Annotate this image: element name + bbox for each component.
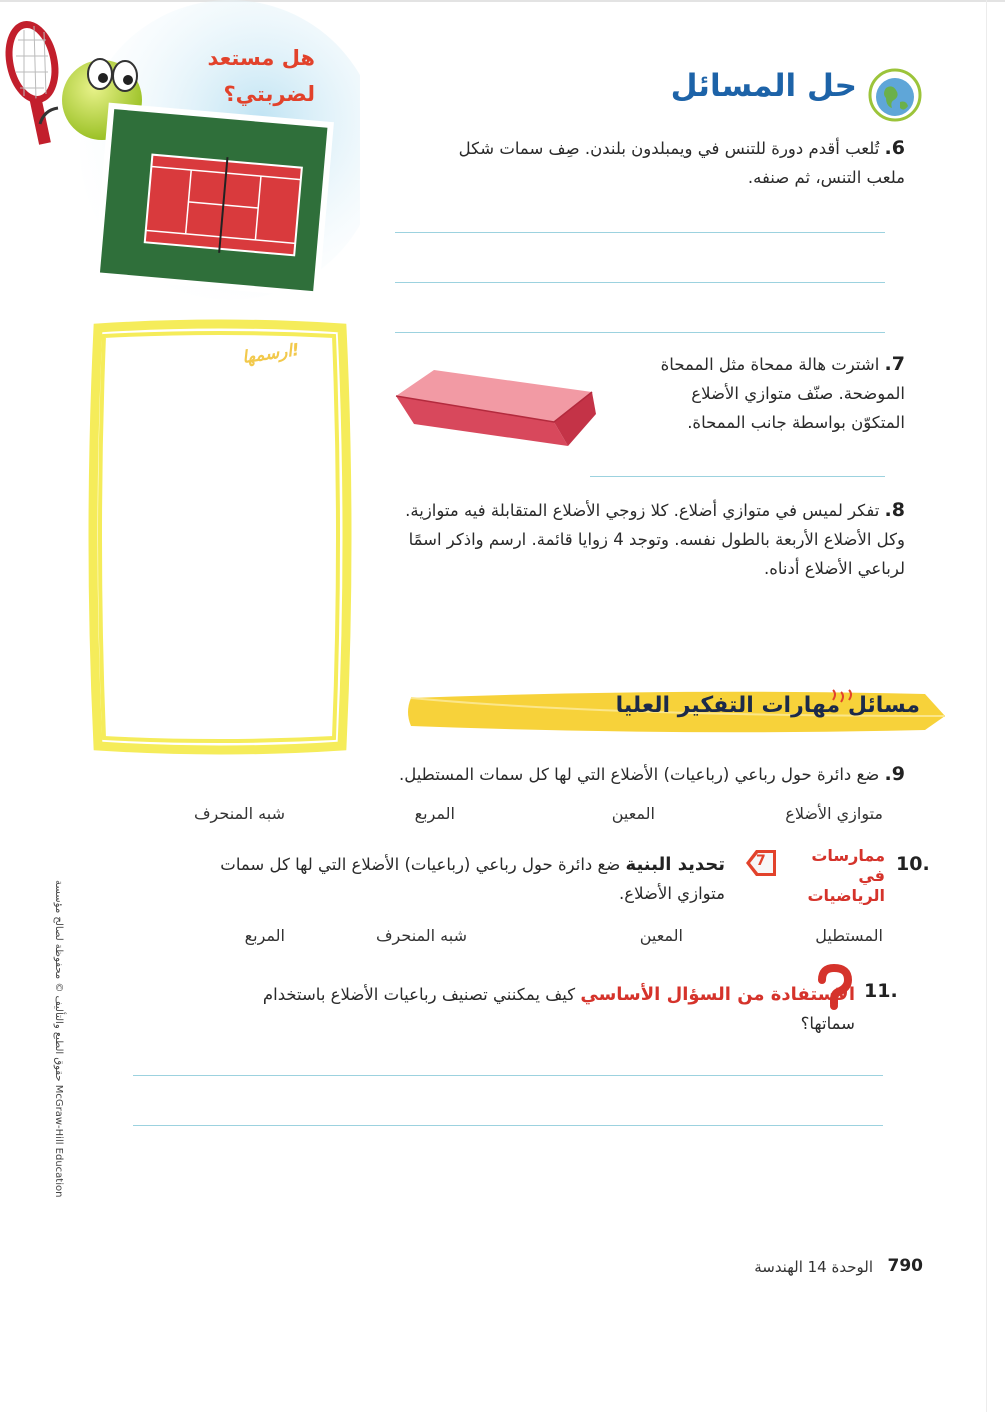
hots-title: مسائل مهارات التفكير العليا: [615, 693, 920, 718]
page-gutter: [986, 0, 987, 1412]
problem-number: 8.: [884, 499, 905, 521]
unit-label: الوحدة 14 الهندسة: [754, 1258, 873, 1276]
problem-text: ضع دائرة حول رباعي (رباعيات) الأضلاع التي لها كل سمات المستطيل.: [398, 765, 880, 784]
tennis-court-photo: [93, 103, 333, 298]
eraser-image: [392, 362, 602, 452]
section-title: حل المسائل: [670, 68, 857, 104]
problem-7: [635, 350, 905, 437]
structure-label: تحديد البنية: [625, 854, 725, 875]
choice-9-3[interactable]: المربع: [414, 804, 455, 823]
globe-icon: [868, 68, 922, 122]
choice-9-2[interactable]: المعين: [611, 804, 655, 823]
problem-11-text: [255, 980, 855, 1038]
answer-line[interactable]: [133, 1125, 883, 1126]
math-practice-number: 7: [756, 853, 766, 869]
choice-9-4[interactable]: شبه المنحرف: [193, 804, 285, 823]
problem-number: 6.: [884, 137, 905, 159]
problem-text: كيف يمكنني تصنيف رباعيات الأضلاع باستخدام سماتها؟: [262, 985, 855, 1033]
answer-line[interactable]: [395, 232, 885, 233]
answer-line[interactable]: [395, 332, 885, 333]
tennis-racket-icon: [3, 20, 62, 144]
copyright-text: حقوق الطبع والتأليف © محفوظة لصالح مؤسسة McGraw-Hill Education: [53, 880, 64, 1198]
answer-line[interactable]: [133, 1075, 883, 1076]
choice-10-3[interactable]: شبه المنحرف: [375, 926, 467, 945]
problem-number: 11.: [864, 980, 898, 1002]
problem-text: تفكر لميس في متوازي أضلاع. كلا زوجي الأضلاع المتقابلة فيه متوازية. وكل الأضلاع الأربعة بالطول نفسه. وتوجد 4 زوايا قائمة. ارسم واذكر اسمًا لرباعي الأضلاع أدناه.: [405, 501, 905, 578]
choice-10-4[interactable]: المربع: [244, 926, 285, 945]
essential-question-label: الاستفادة من السؤال الأساسي: [580, 984, 855, 1005]
draw-box[interactable]: [80, 318, 360, 758]
problem-10-text: [205, 850, 725, 908]
answer-line[interactable]: [590, 476, 885, 477]
problem-number: 7.: [884, 353, 905, 375]
page-number: 790: [887, 1256, 923, 1276]
speech-bubble-text: هل مستعد لضربتي؟: [207, 46, 315, 106]
answer-line[interactable]: [395, 282, 885, 283]
problem-text: تُلعب أقدم دورة للتنس في ويمبلدون بلندن. صِف سمات شكل ملعب التنس، ثم صنفه.: [458, 139, 905, 187]
problem-number: 10.: [896, 853, 930, 875]
problem-8: [390, 496, 905, 583]
choice-9-1[interactable]: متوازي الأضلاع: [785, 804, 883, 823]
math-practice-label: ممارسات في الرياضيات: [807, 846, 885, 905]
problem-6: [435, 134, 905, 192]
problem-text: ضع دائرة حول رباعي (رباعيات) الأضلاع التي لها كل سمات متوازي الأضلاع.: [220, 855, 725, 903]
problem-9: [305, 760, 905, 789]
draw-it-label: ارسمها!: [240, 340, 301, 368]
choice-10-2[interactable]: المعين: [639, 926, 683, 945]
choice-10-1[interactable]: المستطيل: [815, 926, 883, 945]
problem-text: اشترت هالة ممحاة مثل الممحاة الموضحة. صنّف متوازي الأضلاع المتكوّن بواسطة جانب الممحاة.: [660, 355, 905, 432]
problem-number: 9.: [884, 763, 905, 785]
